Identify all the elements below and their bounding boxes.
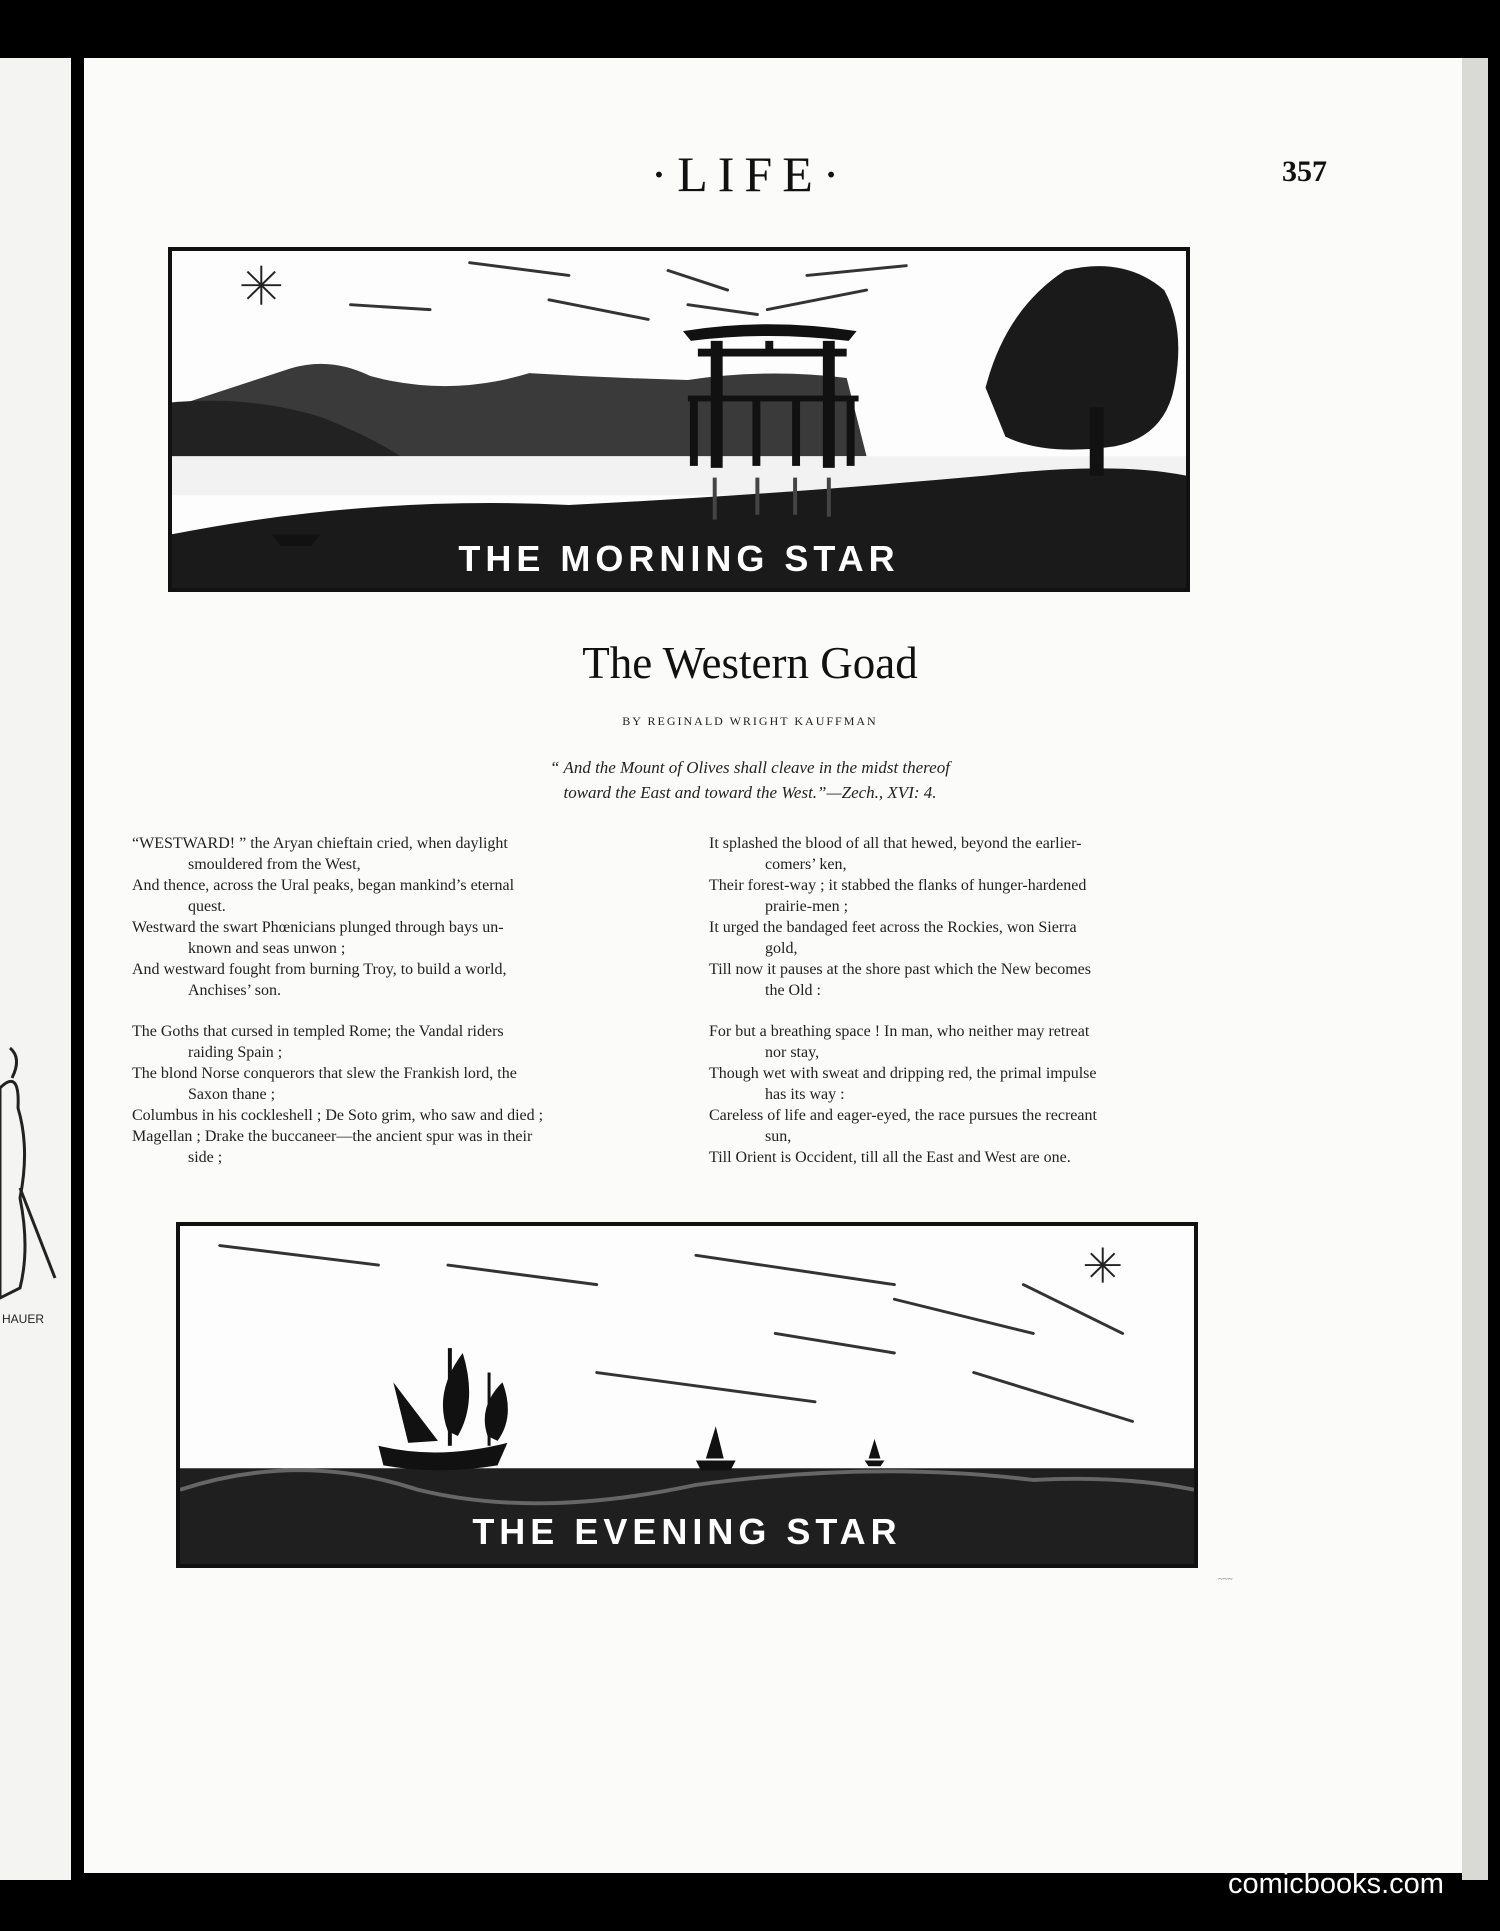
morning-star-caption: THE MORNING STAR — [458, 538, 900, 579]
verse-line: Their forest-way ; it stabbed the flanks of hunger-hardened prairie-men ; — [709, 877, 1087, 915]
poem-title: The Western Goad — [582, 638, 918, 688]
verse-line: Though wet with sweat and dripping red, the primal impulse has its way : — [709, 1065, 1097, 1103]
stanza — [132, 1021, 666, 1168]
signature-text: HAUER — [2, 1312, 45, 1326]
left-page-fragment — [0, 58, 71, 1880]
verse-line: Till now it pauses at the shore past which the New becomes the Old : — [709, 961, 1092, 999]
verse-line: Till Orient is Occident, till all the East and West are one. — [709, 1149, 1071, 1166]
stanza — [709, 1021, 1243, 1168]
stanza — [709, 833, 1243, 1001]
verse-line: For but a breathing space ! In man, who neither may retreat nor stay, — [709, 1023, 1090, 1061]
poem-column-left — [132, 833, 666, 1188]
verse-line: Magellan ; Drake the buccaneer—the ancient spur was in their side ; — [132, 1128, 533, 1166]
verse-line: The blond Norse conquerors that slew the Frankish lord, the Saxon thane ; — [132, 1065, 517, 1103]
page-number: 357 — [1282, 155, 1327, 188]
masthead: ·LIFE· — [650, 146, 850, 202]
figure-sketch-icon — [0, 998, 71, 1338]
verse-line: “WESTWARD! ” the Aryan chieftain cried, when daylight smouldered from the West, — [132, 835, 508, 873]
poem-column-right — [709, 833, 1243, 1188]
verse-line: And thence, across the Ural peaks, began mankind’s eternal quest. — [132, 877, 515, 915]
verse-line: And westward fought from burning Troy, to build a world, Anchises’ son. — [132, 961, 507, 999]
verse-line: The Goths that cursed in templed Rome; the Vandal riders raiding Spain ; — [132, 1023, 504, 1061]
verse-line: Columbus in his cockleshell ; De Soto grim, who saw and died ; — [132, 1107, 544, 1124]
verse-line: It splashed the blood of all that hewed, beyond the earlier- comers’ ken, — [709, 835, 1082, 873]
verse-line: It urged the bandaged feet across the Rockies, won Sierra gold, — [709, 919, 1077, 957]
poem-epigraph — [0, 755, 1500, 805]
stanza — [132, 833, 666, 1001]
evening-star-illustration — [176, 1222, 1198, 1568]
poem-byline: BY REGINALD WRIGHT KAUFFMAN — [622, 714, 878, 728]
morning-star-illustration — [168, 247, 1190, 592]
site-watermark: comicbooks.com — [1228, 1868, 1444, 1900]
engraver-mark: ~~~ — [1218, 1574, 1233, 1584]
evening-star-caption: THE EVENING STAR — [472, 1511, 902, 1552]
epigraph-line: “ And the Mount of Olives shall cleave in the midst thereof — [550, 758, 950, 777]
verse-line: Westward the swart Phœnicians plunged through bays un- known and seas unwon ; — [132, 919, 504, 957]
verse-line: Careless of life and eager-eyed, the race pursues the recreant sun, — [709, 1107, 1097, 1145]
epigraph-line: toward the East and toward the West.”—Zech., XVI: 4. — [563, 783, 937, 802]
page-edge — [1462, 58, 1488, 1880]
